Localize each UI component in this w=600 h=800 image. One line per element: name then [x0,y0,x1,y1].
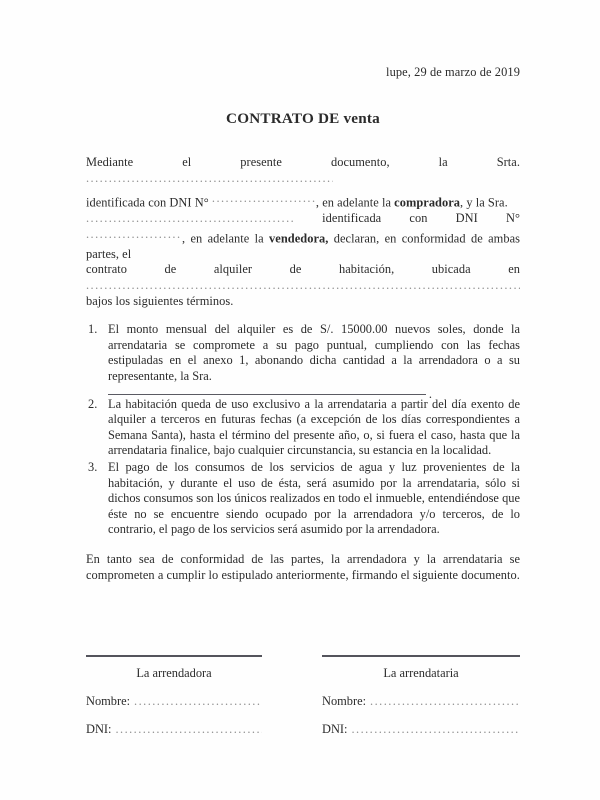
blank-nombre-arrendataria[interactable] [370,694,520,709]
intro-segment-7: declaran, en conformidad de ambas partes, el [86,231,520,261]
clause-text-3: El pago de los consumos de los servicios de agua y luz provenientes de la habitación, y durante el uso de ésta, será asumido por la arrendataria, sólo si dichos consumos son los únicos realizados en todo el inmueble, entendiéndose que éste no se encuentre siendo ocupado por la arrendadora y/o terceros, de lo contrario, el pago de los servicios será asumido por la arrendadora. [108,460,520,537]
date-line: lupe, 29 de marzo de 2019 [386,65,520,79]
signature-field-dni-arrendataria[interactable] [322,722,520,737]
clause-number-1: 1. [88,322,98,337]
intro-segment-2: identificada con DNI N° [86,195,209,210]
signature-field-nombre-arrendataria[interactable] [322,694,520,709]
clause-item-1 [86,322,520,394]
clause-item-2 [86,397,520,459]
intro-bold-compradora: compradora [394,195,461,210]
closing-paragraph: En tanto sea de conformidad de las partes, la arrendadora y la arrendataria se comprometen a cumplir lo estipulado anteriormente, firmando el siguiente documento. [86,551,520,582]
page-title: CONTRATO DE venta [226,110,380,128]
intro-line-7 [86,294,520,310]
blank-field-nombre-compradora[interactable] [86,171,333,187]
intro-word-con: con [409,211,428,226]
label-nombre-arrendataria: Nombre: [322,694,367,709]
signature-line-arrendataria[interactable] [322,655,520,657]
signature-label-arrendataria: La arrendataria [383,666,459,681]
intro-word-de-1: de [164,262,177,277]
label-dni-arrendadora: DNI: [86,722,112,737]
intro-segment-3: , en adelante la [315,195,395,210]
signature-label-arrendadora: La arrendadora [136,666,212,681]
intro-line-5 [86,262,520,278]
signature-field-nombre-arrendadora[interactable] [86,694,262,709]
signature-area [86,655,520,737]
intro-word-identificada: identificada [322,211,382,226]
blank-field-direccion[interactable] [86,278,520,294]
blank-dni-arrendataria[interactable] [351,722,520,737]
intro-word-numero: N° [505,211,520,226]
intro-word-dni: DNI [455,211,478,226]
clause-number-3: 3. [88,460,98,474]
clause-text-2: La habitación queda de uso exclusivo a la arrendataria a partir del día exento de alquiler a terceros en futuras fechas (a excepción de los días correspondientes a Semana Santa), hasta el término del presente año, o, si fuera el caso, hasta que la arrendataria finalice, bajo cualquier circunstancia, su estancia en la localidad. [108,396,520,458]
intro-word-de-2: de [289,262,302,277]
signature-block-arrendadora [86,655,262,737]
intro-segment-1: Mediante el presente documento, la Srta. [86,155,520,170]
signature-field-dni-arrendadora[interactable] [86,722,262,737]
blank-field-representante[interactable] [108,394,426,395]
intro-word-alquiler: alquiler [213,262,253,277]
clause-number-2: 2. [88,396,98,411]
document-content [86,0,520,737]
intro-bold-vendedora: vendedora, [269,231,329,246]
label-dni-arrendataria: DNI: [322,722,348,737]
intro-word-ubicada: ubicada [431,262,471,277]
clause-item-3 [86,460,520,538]
intro-word-contrato: contrato [86,262,127,277]
intro-segment-6: , en adelante la [182,231,270,246]
intro-segment-9: bajos los siguientes términos. [86,293,234,308]
intro-line-4 [86,227,520,263]
intro-line-3 [86,211,520,227]
clause-text-1: El monto mensual del alquiler es de S/. 15000.00 nuevos soles, donde la arrendataria se compromete a su pago puntual, cumpliendo con las fechas estipuladas en el anexo 1, abonando dicha cantidad a la arrendadora o a su representante, la Sra. [108,322,520,384]
intro-word-habitacion: habitación, [338,262,395,277]
blank-dni-arrendadora[interactable] [115,722,262,737]
blank-field-dni-vendedora[interactable] [86,227,182,243]
label-nombre-arrendadora: Nombre: [86,694,131,709]
intro-word-en: en [508,262,520,277]
intro-segment-4: , y la Sra. [460,195,508,210]
intro-paragraph [86,155,520,309]
blank-field-nombre-vendedora[interactable] [86,211,294,227]
signature-line-arrendadora[interactable] [86,655,262,657]
blank-field-dni-compradora[interactable] [212,191,316,207]
blank-nombre-arrendadora[interactable] [134,694,262,709]
clause-list [86,322,520,538]
signature-block-arrendataria [322,655,520,737]
